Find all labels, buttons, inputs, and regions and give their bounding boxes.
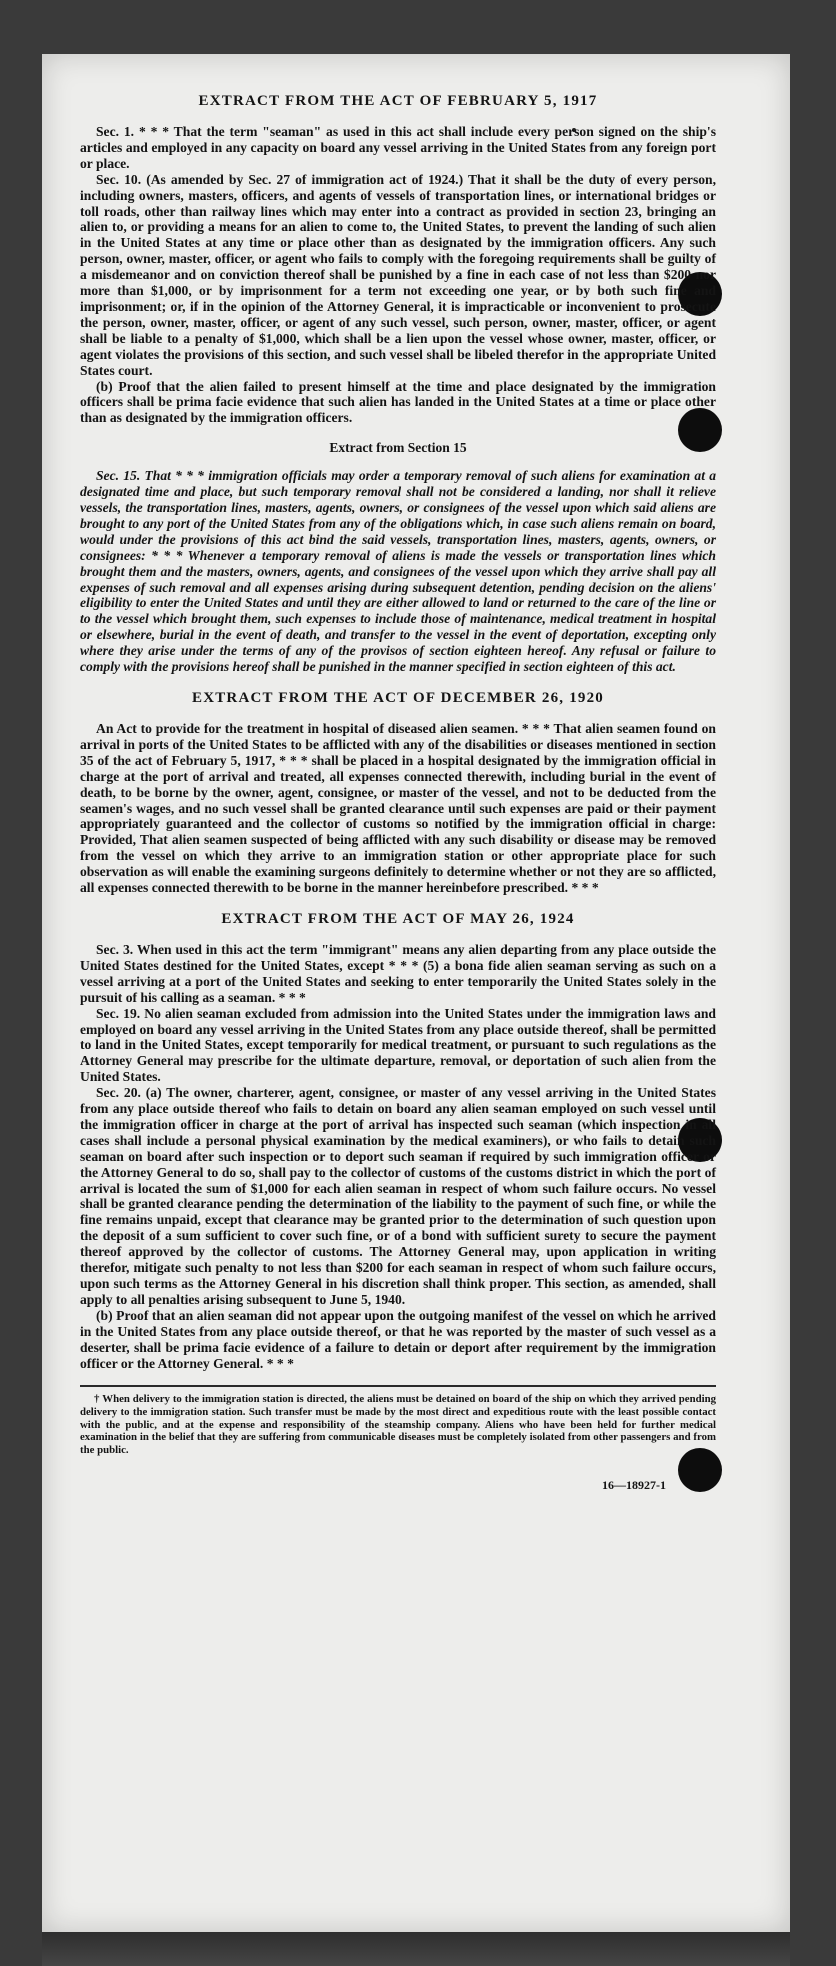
form-number: 16—18927-1 xyxy=(602,1478,666,1493)
heading-act-1924: EXTRACT FROM THE ACT OF MAY 26, 1924 xyxy=(221,910,575,927)
section-20a: Sec. 20. (a) The owner, charterer, agent, consignee, or master of any vessel arriving in the United States from any place outside thereof who fails to detain on board any alien seaman employed on such vessel until the immigration officer in charge at the port of arrival has inspected such seaman (which inspection in all cases shall include a personal physical examination by the medical examiners), or who fails to detain such seaman on board after such inspection or to deport such seaman if required by such immigration officer or the Attorney General to do so, shall pay to the collector of customs of the customs district in which the port of arrival is located the sum of $1,000 for each alien seaman in respect of whom such failure occurs. No vessel shall be granted clearance pending the determination of the liability to the payment of such fine, or while the fine remains unpaid, except that clearance may be granted prior to the determination of such question upon the deposit of a sum sufficient to cover such fine, or of a bond with sufficient surety to secure the payment thereof approved by the collector of customs. The Attorney General may, upon application in writing therefor, mitigate such penalty to not less than $200 for each seaman in respect of whom such failure occurs, upon such terms as the Attorney General in his discretion shall think proper. This section, as amended, shall apply to all penalties arising subsequent to June 5, 1940. xyxy=(80,1085,716,1307)
section-1: Sec. 1. * * * That the term "seaman" as used in this act shall include every person signed on the ship's articles and employed in any capacity on board any vessel arriving in the United States from any foreign port or place. xyxy=(80,124,716,171)
section-10: Sec. 10. (As amended by Sec. 27 of immigration act of 1924.) That it shall be the duty of every person, including owners, masters, officers, and agents of vessels of transportation lines, or international bridges or toll roads, other than railway lines which may enter into a contract as provided in section 23, bringing an alien to, or providing a means for an alien to come to, the United States, to prevent the landing of such alien in the United States at any time or place other than as designated by the immigration officers. Any such person, owner, master, officer, or agent who fails to comply with the foregoing requirements shall be guilty of a misdemeanor and on conviction thereof shall be punished by a fine in each case of not less than $200 nor more than $1,000, or by imprisonment for a term not exceeding one year, or by both such fine and imprisonment; or, if in the opinion of the Attorney General, it is impracticable or inconvenient to prosecute the person, owner, master, officer, or agent of any such vessel, such person, owner, master, officer, or agent shall be liable to a penalty of $1,000, which shall be a lien upon the vessel whose owner, master, officer, or agent violates the provisions of this section, and such vessel shall be libeled therefor in the appropriate United States court. xyxy=(80,171,716,378)
heading-act-1920: EXTRACT FROM THE ACT OF DECEMBER 26, 1920 xyxy=(191,690,605,706)
scan-edge xyxy=(42,1932,790,1966)
section-15: Sec. 15. That * * * immigration officials may order a temporary removal of such aliens for examination at a designated time and place, but such temporary removal shall not be considered a landing, nor shall it relieve vessels, the transportation lines, masters, agents, owners, or consignees of the vessel upon which said aliens are brought to any port of the United States from any of the obligations which, in case such aliens remain on board, would under the provisions of this act bind the said vessels, transportation lines, masters, agents, owners, or consignees: * * * Whenever a temporary removal of aliens is made the vessels or transportation lines which brought them and the masters, owners, agents, and consignees of the vessel upon which they arrive shall pay all expenses of such removal and all expenses arising during subsequent detention, pending decision on the aliens' eligibility to enter the United States and until they are either allowed to land or returned to the care of the line or to the vessel which brought them, such expenses to include those of maintenance, medical treatment in hospital or elsewhere, burial in the event of death, and transfer to the vessel in the event of deportation, excepting only where they arise under the terms of any of the provisos of section eighteen hereof. Any refusal or failure to comply with the provisions hereof shall be punished in the manner specified in section eighteen of this act. xyxy=(80,468,716,675)
section-19: Sec. 19. No alien seaman excluded from admission into the United States under the immigration laws and employed on board any vessel arriving in the United States from any place outside thereof, shall be permitted to land in the United States, except temporarily for medical treatment, or pursuant to such regulations as the Attorney General may prescribe for the ultimate departure, removal, or deportation of such alien from the United States. xyxy=(80,1005,716,1085)
heading-act-1917: EXTRACT FROM THE ACT OF FEBRUARY 5, 1917 xyxy=(198,93,598,109)
section-10b: (b) Proof that the alien failed to present himself at the time and place designated by the immigration officers shall be prima facie evidence that such alien has landed in the United States at a time or place other than as designated by the immigration officers. xyxy=(80,378,716,426)
section-20b: (b) Proof that an alien seaman did not appear upon the outgoing manifest of the vessel on which he arrived in the United States from any place outside thereof, or that he was reported by the master of such vessel as a deserter, shall be prima facie evidence of a failure to detain or deport after requirement by the immigration officer or the Attorney General. * * * xyxy=(80,1307,716,1371)
section-3: Sec. 3. When used in this act the term "immigrant" means any alien departing from any place outside the United States destined for the United States, except * * * (5) a bona fide alien seaman serving as such on a vessel arriving at a port of the United States and seeking to enter temporarily the United States solely in the pursuit of his calling as a seaman. * * * xyxy=(80,941,716,1005)
subheading-section-15: Extract from Section 15 xyxy=(329,440,467,456)
document-body xyxy=(80,92,716,1493)
footnote: † When delivery to the immigration station is directed, the aliens must be detained on board of the ship on which they arrived pending delivery to the immigration station. Such transfer must be made by the most direct and expeditious route with the least possible contact with the public, and at the expense and responsibility of the steamship company. Aliens who have been held for further medical examination in the belief that they are suffering from communicable diseases must be completely isolated from other passengers and from the public. xyxy=(80,1385,716,1456)
act-1920-text: An Act to provide for the treatment in hospital of diseased alien seamen. * * * That alien seamen found on arrival in ports of the United States to be afflicted with any of the disabilities or diseases mentioned in section 35 of the act of February 5, 1917, * * * shall be placed in a hospital designated by the immigration official in charge at the port of arrival and treated, all expenses connected therewith, including burial in the event of death, to be borne by the owner, agent, consignee, or master of the vessel, and not to be deducted from the seamen's wages, and no such vessel shall be granted clearance until such expenses are paid or their payment appropriately guaranteed and the collector of customs so notified by the immigration official in charge: Provided, That alien seamen suspected of being afflicted with any such disability or disease may be removed from the vessel on which they arrive to an immigration station or other appropriate place for such observation as will enable the examining surgeons definitely to determine whether or not they are so afflicted, all expenses connected therewith to be borne in the manner hereinbefore prescribed. * * * xyxy=(80,721,716,896)
